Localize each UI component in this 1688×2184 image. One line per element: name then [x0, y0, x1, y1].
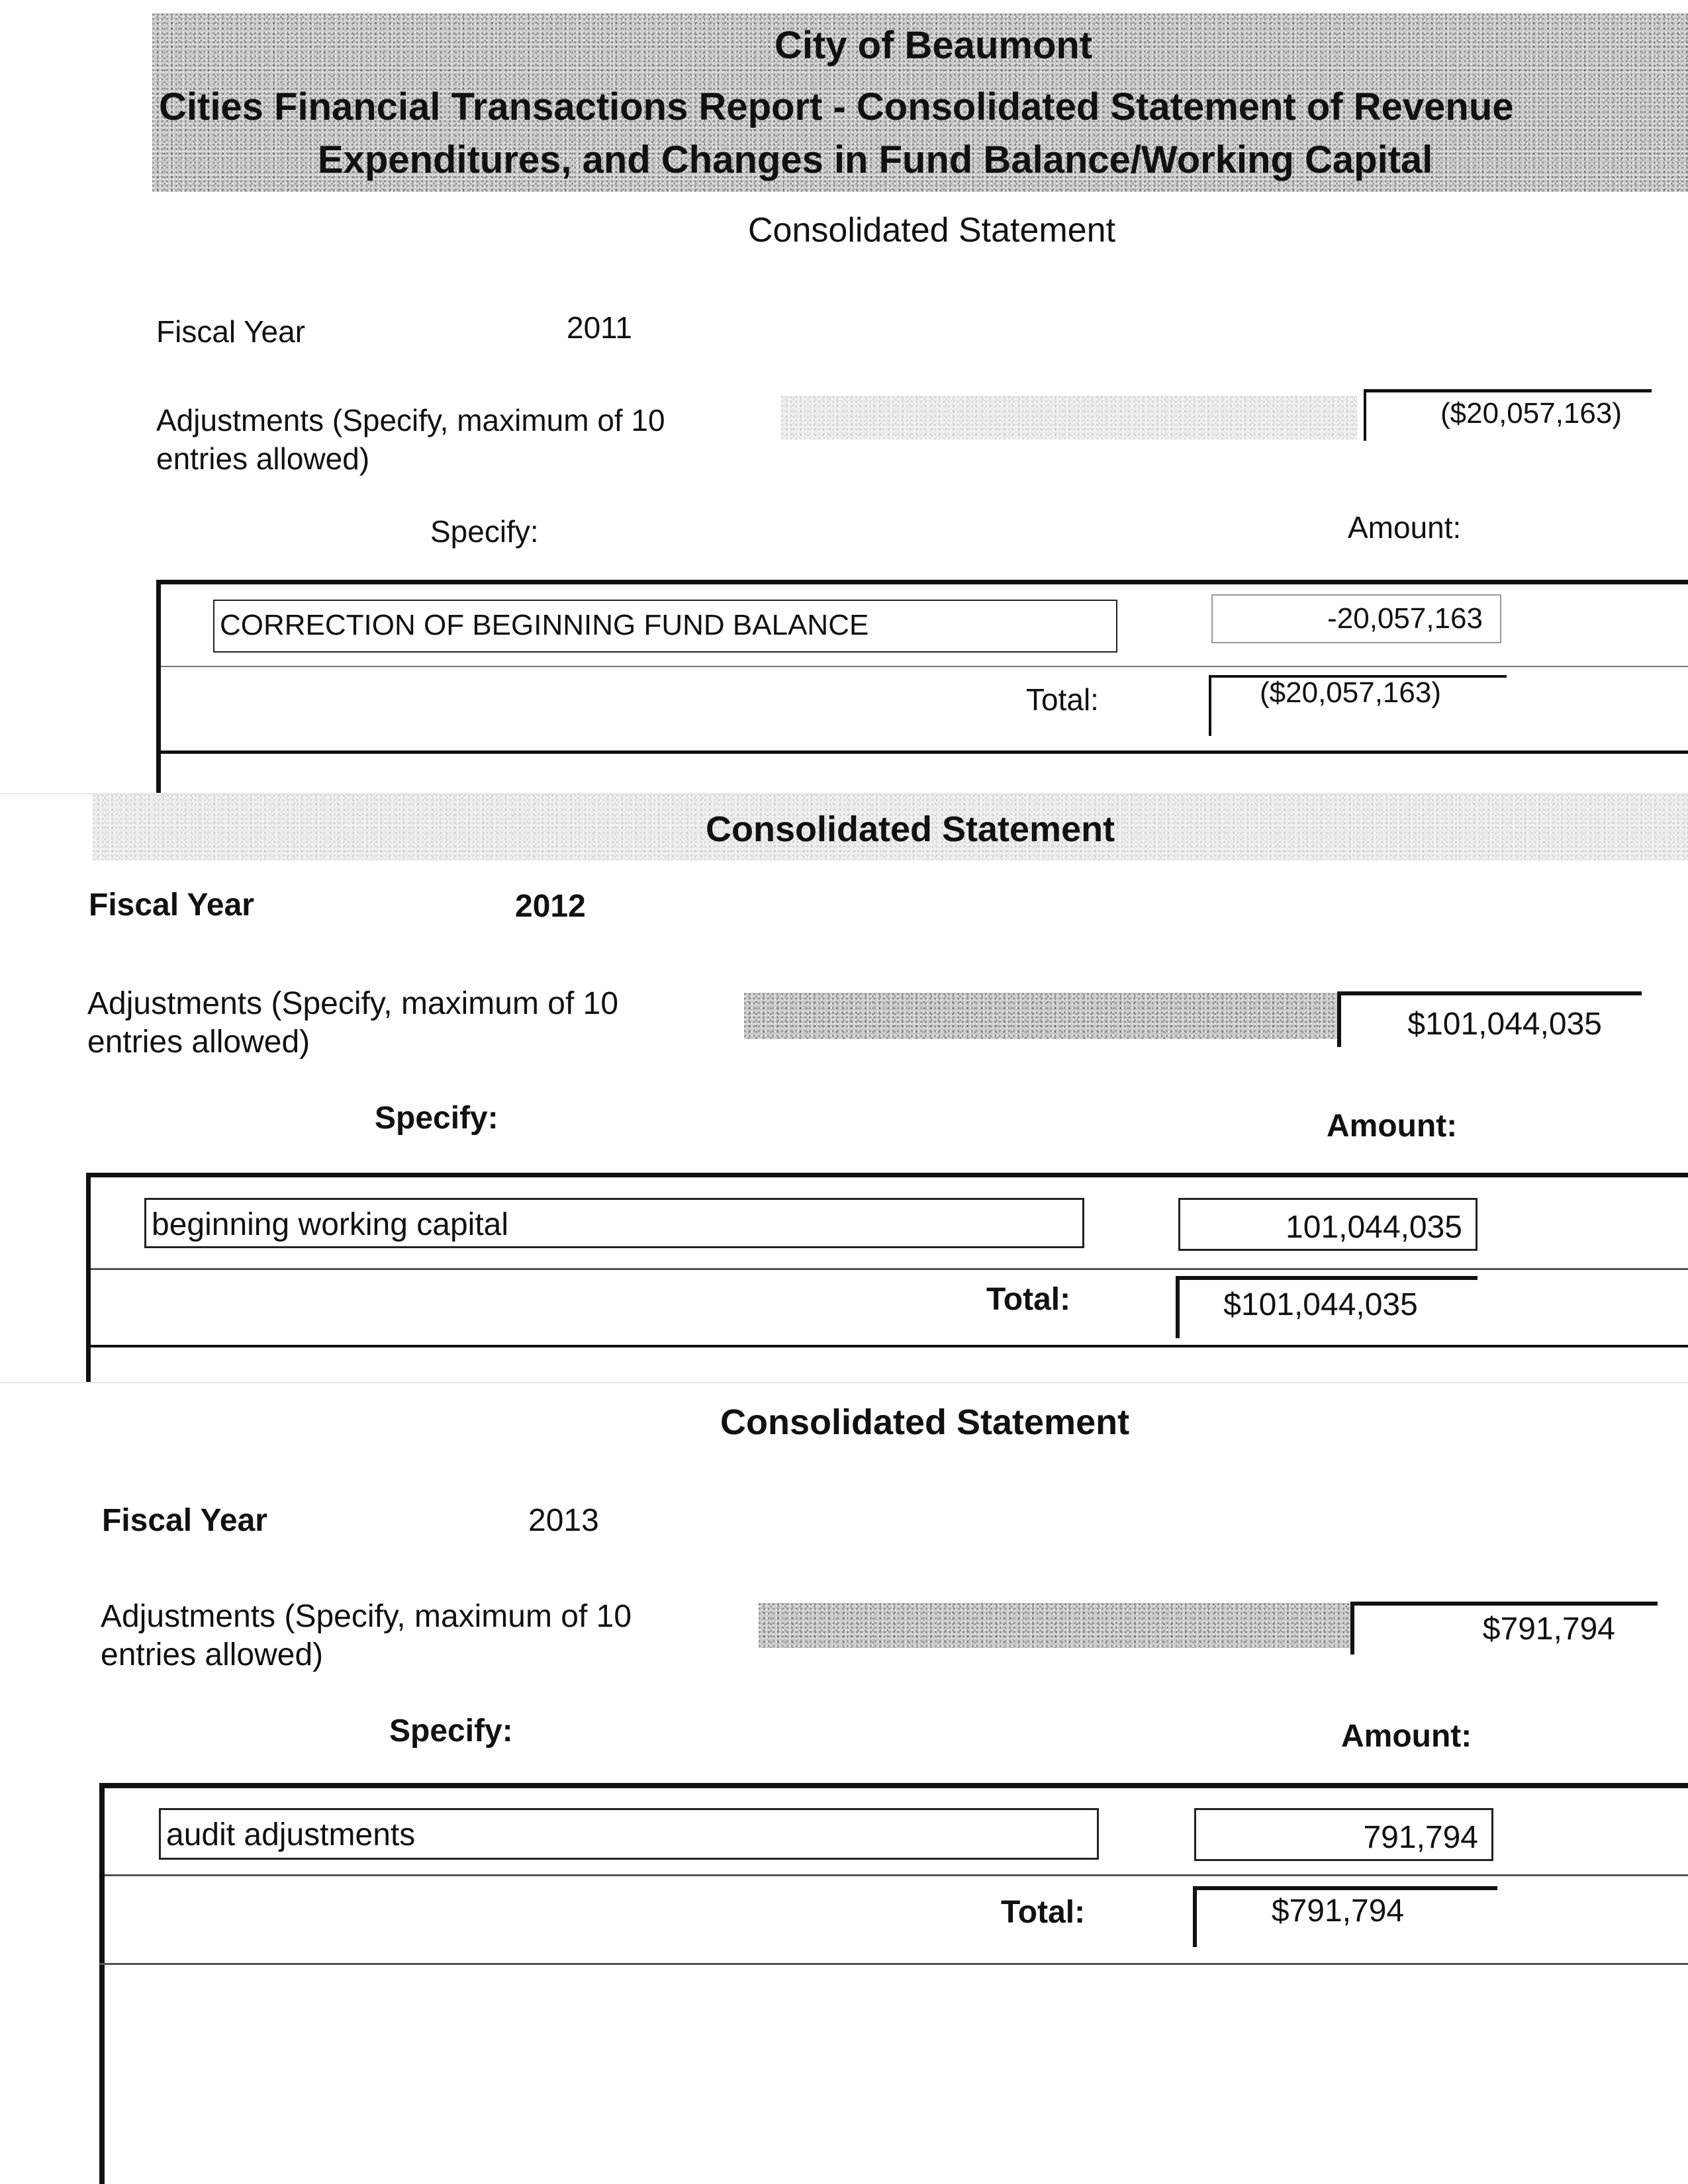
adjustments-label-line2: entries allowed): [87, 1024, 310, 1060]
specify-label: Specify:: [375, 1101, 498, 1136]
specify-entry-text: beginning working capital: [152, 1207, 509, 1242]
adjustments-label-line2: entries allowed): [156, 441, 370, 476]
adjustments-total: $101,044,035: [1407, 1007, 1602, 1042]
adjustments-label: [156, 401, 665, 478]
adjustments-label-line2: entries allowed): [101, 1637, 324, 1672]
adjustments-label-line1: Adjustments (Specify, maximum of 10: [87, 986, 619, 1021]
redacted-area: [781, 396, 1357, 439]
specify-label: Specify:: [389, 1713, 513, 1749]
section-2013: [0, 1383, 1688, 2184]
section-heading: Consolidated Statement: [748, 211, 1116, 250]
total-box-top: [1176, 1276, 1477, 1280]
adjustments-label: [87, 985, 618, 1062]
fiscal-year-value: 2013: [528, 1503, 599, 1538]
total-label: Total:: [1001, 1895, 1086, 1930]
specify-entry-text: audit adjustments: [166, 1817, 416, 1852]
adjustments-label: [101, 1598, 632, 1674]
table-left-border: [156, 580, 161, 794]
section-2012: [0, 794, 1688, 1383]
total-label: Total:: [1026, 682, 1099, 717]
total-box-top: [1193, 1886, 1497, 1890]
amount-entry-text: 791,794: [1363, 1820, 1478, 1855]
specify-entry-field[interactable]: [159, 1808, 1099, 1860]
adjustments-label-line1: Adjustments (Specify, maximum of 10: [101, 1599, 632, 1634]
total-value: $791,794: [1271, 1893, 1405, 1929]
amount-label: Amount:: [1348, 510, 1462, 545]
table-left-border: [99, 1783, 105, 2184]
specify-label: Specify:: [430, 514, 539, 549]
specify-entry-field[interactable]: [213, 600, 1117, 653]
report-title-line2: Expenditures, and Changes in Fund Balance/Working Capital: [318, 138, 1433, 181]
amount-entry-field[interactable]: [1194, 1808, 1493, 1861]
fiscal-year-value: 2012: [515, 889, 586, 924]
amount-label: Amount:: [1327, 1109, 1458, 1144]
table-left-border: [86, 1173, 91, 1383]
fiscal-year-label: Fiscal Year: [156, 314, 306, 349]
redacted-area: [759, 1603, 1352, 1648]
adjustments-total-bar: [1337, 991, 1642, 995]
fiscal-year-value: 2011: [567, 310, 632, 345]
city-title: City of Beaumont: [774, 24, 1093, 67]
specify-entry-field[interactable]: [144, 1198, 1084, 1248]
section-heading: Consolidated Statement: [720, 1402, 1130, 1442]
amount-label: Amount:: [1341, 1719, 1472, 1754]
adjustments-total: ($20,057,163): [1440, 397, 1622, 430]
adjustments-total-bar: [1350, 1602, 1658, 1606]
amount-entry-field[interactable]: [1211, 594, 1501, 643]
adjustments-total-bar: [1364, 389, 1652, 392]
total-value: ($20,057,163): [1260, 676, 1441, 709]
table-top-border: [99, 1783, 1688, 1788]
total-label: Total:: [986, 1282, 1071, 1317]
total-value: $101,044,035: [1223, 1287, 1418, 1322]
section-2011: [0, 0, 1688, 794]
adjustments-total: $791,794: [1482, 1612, 1615, 1647]
adjustments-label-line1: Adjustments (Specify, maximum of 10: [156, 403, 665, 437]
amount-entry-text: 101,044,035: [1286, 1210, 1462, 1245]
amount-entry-text: -20,057,163: [1327, 602, 1483, 635]
redacted-area: [744, 993, 1340, 1039]
fiscal-year-label: Fiscal Year: [102, 1503, 267, 1538]
table-top-border: [86, 1173, 1688, 1177]
amount-entry-field[interactable]: [1178, 1198, 1477, 1251]
table-top-border: [156, 580, 1688, 584]
specify-entry-text: CORRECTION OF BEGINNING FUND BALANCE: [220, 609, 869, 641]
section-heading: Consolidated Statement: [706, 809, 1115, 849]
fiscal-year-label: Fiscal Year: [89, 887, 254, 923]
report-title-line1: Cities Financial Transactions Report - Consolidated Statement of Revenue: [159, 85, 1514, 128]
